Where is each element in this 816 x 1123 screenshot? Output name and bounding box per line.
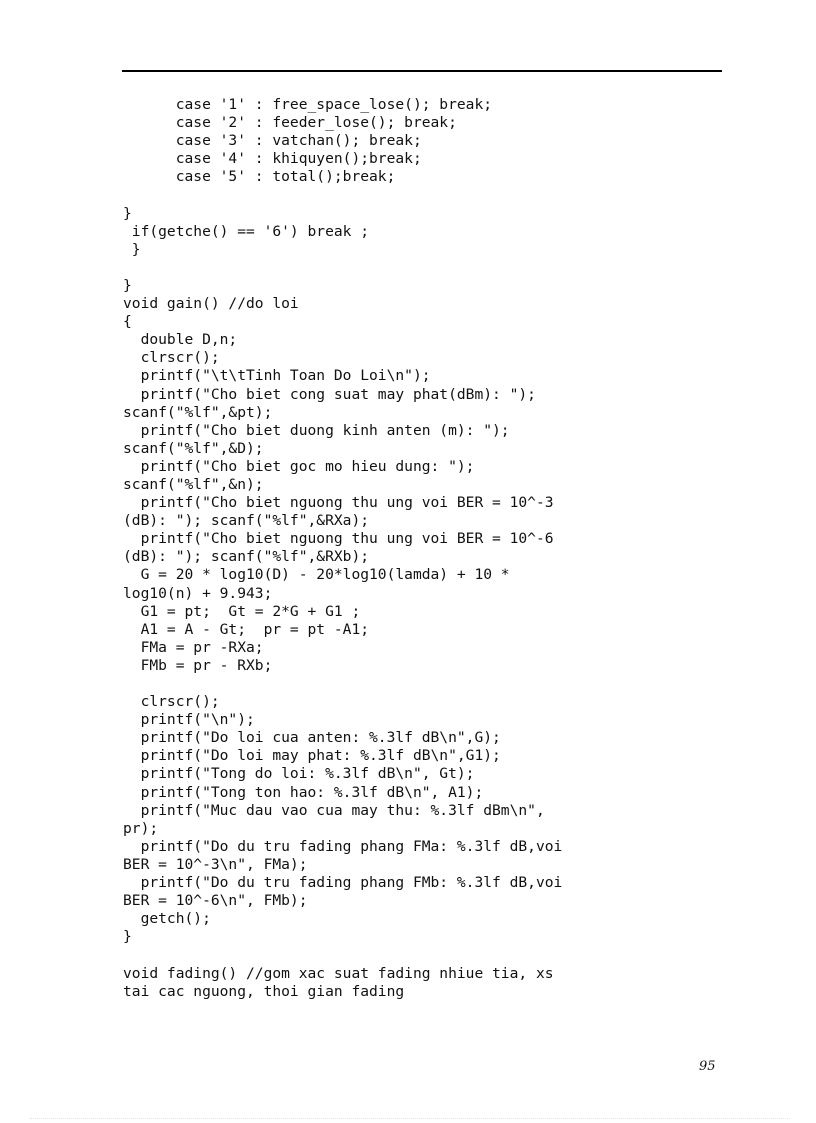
code-line: log10(n) + 9.943;: [123, 584, 273, 602]
code-line: case '1' : free_space_lose(); break;: [123, 96, 493, 113]
code-line: printf("Do du tru fading phang FMa: %.3lf dB,voi: [123, 837, 563, 855]
code-line: clrscr();: [123, 349, 220, 367]
code-line: FMa = pr -RXa;: [123, 638, 264, 656]
code-line: printf("Tong ton hao: %.3lf dB\n", A1);: [123, 783, 484, 801]
code-line: tai cac nguong, thoi gian fading: [123, 982, 405, 1000]
code-line: printf("\n");: [123, 711, 255, 729]
code-line: if(getche() == '6') break ;: [123, 222, 370, 240]
code-line: [123, 946, 723, 964]
code-line: (dB): "); scanf("%lf",&RXb);: [123, 548, 370, 566]
code-line: printf("Cho biet nguong thu ung voi BER = 10^-3: [123, 494, 554, 512]
code-line: G = 20 * log10(D) - 20*log10(lamda) + 10 *: [123, 566, 510, 584]
code-listing: [123, 96, 723, 1001]
code-line: {: [123, 313, 132, 331]
code-line: BER = 10^-6\n", FMb);: [123, 892, 308, 910]
code-line: case '4' : khiquyen();break;: [123, 150, 422, 168]
code-line: clrscr();: [123, 693, 220, 711]
code-line: BER = 10^-3\n", FMa);: [123, 855, 308, 873]
code-line: scanf("%lf",&pt);: [123, 403, 273, 421]
code-line: case '3' : vatchan(); break;: [123, 132, 422, 150]
code-line: A1 = A - Gt; pr = pt -A1;: [123, 620, 370, 638]
code-line: }: [123, 240, 141, 258]
code-line: printf("\t\tTinh Toan Do Loi\n");: [123, 367, 431, 385]
code-line: printf("Cho biet goc mo hieu dung: ");: [123, 457, 475, 475]
page-bottom-border: [30, 1118, 790, 1119]
code-line: printf("Do du tru fading phang FMb: %.3lf dB,voi: [123, 874, 563, 892]
code-line: printf("Cho biet cong suat may phat(dBm): ");: [123, 385, 536, 403]
code-line: printf("Muc dau vao cua may thu: %.3lf dBm\n",: [123, 801, 545, 819]
code-line: }: [123, 928, 132, 946]
code-line: (dB): "); scanf("%lf",&RXa);: [123, 512, 370, 530]
code-line: [123, 186, 723, 204]
header-rule: [122, 70, 722, 72]
code-line: }: [123, 204, 132, 222]
code-line: case '2' : feeder_lose(); break;: [123, 114, 457, 132]
code-line: [123, 259, 723, 277]
code-line: double D,n;: [123, 331, 238, 349]
code-line: case '5' : total();break;: [123, 168, 396, 186]
code-line: printf("Cho biet duong kinh anten (m): ");: [123, 421, 510, 439]
code-line: pr);: [123, 819, 159, 837]
code-line: void fading() //gom xac suat fading nhiue tia, xs: [123, 964, 554, 982]
code-line: printf("Tong do loi: %.3lf dB\n", Gt);: [123, 765, 475, 783]
code-line: G1 = pt; Gt = 2*G + G1 ;: [123, 602, 361, 620]
code-line: printf("Cho biet nguong thu ung voi BER = 10^-6: [123, 530, 554, 548]
page-number: 95: [699, 1059, 716, 1074]
code-line: scanf("%lf",&n);: [123, 475, 264, 493]
code-line: printf("Do loi cua anten: %.3lf dB\n",G);: [123, 729, 501, 747]
code-line: printf("Do loi may phat: %.3lf dB\n",G1);: [123, 747, 501, 765]
code-line: scanf("%lf",&D);: [123, 439, 264, 457]
code-line: FMb = pr - RXb;: [123, 656, 273, 674]
code-line: }: [123, 276, 132, 294]
code-line: [123, 675, 723, 693]
code-line: void gain() //do loi: [123, 295, 299, 313]
code-line: getch();: [123, 910, 211, 928]
